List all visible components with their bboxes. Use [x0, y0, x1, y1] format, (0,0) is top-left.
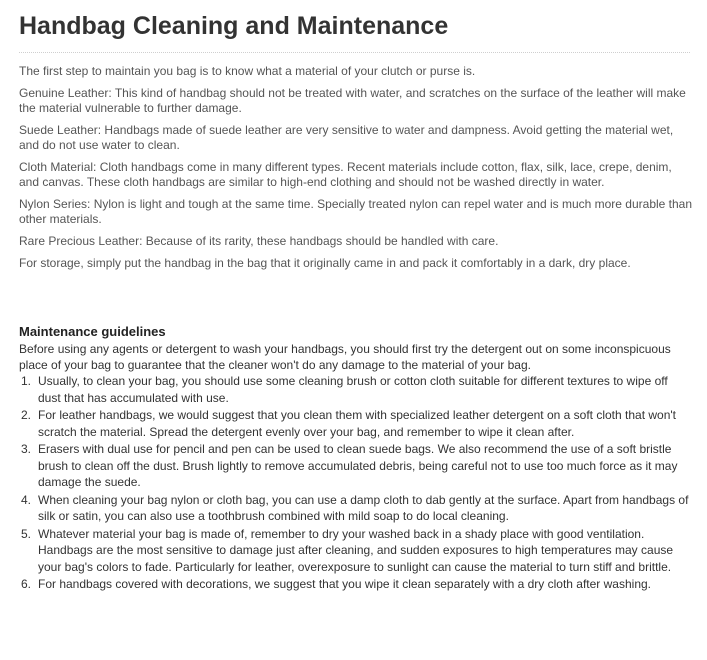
cloth-material-paragraph: Cloth Material: Cloth handbags come in many different types. Recent materials include cotton, flax, silk, lace, crepe, denim, and canvas. These cloth handbags are similar to high-end clothing and should not be washed directly in water. [19, 160, 672, 189]
list-item-text: Erasers with dual use for pencil and pen can be used to clean suede bags. We also recommend the use of a soft bristle brush to clean off the dust. Brush lightly to remove accumulated debris, being careful not to use too much force as it may damage the suede. [38, 442, 678, 489]
rare-leather-paragraph: Rare Precious Leather: Because of its rarity, these handbags should be handled with care. [19, 234, 499, 248]
list-item [19, 576, 693, 593]
list-item-text: Usually, to clean your bag, you should use some cleaning brush or cotton cloth suitable for different textures to wipe off dust that has accumulated with use. [38, 374, 668, 405]
list-number: 1. [21, 374, 32, 388]
list-item-text: When cleaning your bag nylon or cloth bag, you can use a damp cloth to dab gently at the surface. Apart from handbags of silk or satin, you can also use a toothbrush combined with mild soap to do local cleaning. [38, 492, 689, 523]
list-item [19, 441, 693, 491]
list-number: 4. [21, 492, 32, 507]
list-number: 5. [21, 526, 32, 541]
guidelines-list [19, 373, 693, 593]
guidelines-intro: Before using any agents or detergent to wash your handbags, you should first try the detergent out on some inconspicuous place of your bag to guarantee that the cleaner won't do any damage to the material of your bag. [19, 342, 671, 372]
list-item [19, 407, 693, 440]
guidelines-section [19, 324, 693, 593]
title-divider [19, 52, 690, 53]
genuine-leather-paragraph: Genuine Leather: This kind of handbag should not be treated with water, and scratches on the surface of the leather will make the material vulnerable to further damage. [19, 86, 686, 115]
list-item [19, 492, 693, 525]
suede-leather-paragraph: Suede Leather: Handbags made of suede leather are very sensitive to water and dampness. Avoid getting the material wet, and do not use water to clean. [19, 123, 674, 152]
intro-paragraph: The first step to maintain you bag is to know what a material of your clutch or purse is. [19, 64, 476, 78]
list-item-text: Whatever material your bag is made of, remember to dry your washed back in a shady place with good ventilation. Handbags are the most sensitive to damage just after cleaning, and sudden exposures to high temperatures may cause your bag's colors to fade. Particularly for leather, overexposure to sunlight can cause the material to turn stiff and brittle. [38, 526, 674, 574]
list-number: 2. [21, 408, 32, 422]
article [19, 0, 693, 594]
list-item-text: For leather handbags, we would suggest that you clean them with specialized leather detergent on a soft cloth that won't scratch the material. Spread the detergent evenly over your bag, and remember to wipe it clean after. [38, 408, 677, 439]
list-item [19, 373, 693, 406]
list-item-text: For handbags covered with decorations, we suggest that you wipe it clean separately with a dry cloth after washing. [38, 577, 652, 591]
section-gap [19, 278, 693, 324]
material-section [19, 64, 693, 271]
page-title: Handbag Cleaning and Maintenance [19, 12, 449, 40]
list-number: 3. [21, 442, 32, 456]
nylon-series-paragraph: Nylon Series: Nylon is light and tough at the same time. Specially treated nylon can repel water and is much more durable than other materials. [19, 197, 693, 226]
list-number: 6. [21, 577, 32, 591]
guidelines-heading: Maintenance guidelines [19, 324, 166, 339]
storage-paragraph: For storage, simply put the handbag in the bag that it originally came in and pack it comfortably in a dark, dry place. [19, 256, 631, 270]
list-item [19, 526, 693, 576]
